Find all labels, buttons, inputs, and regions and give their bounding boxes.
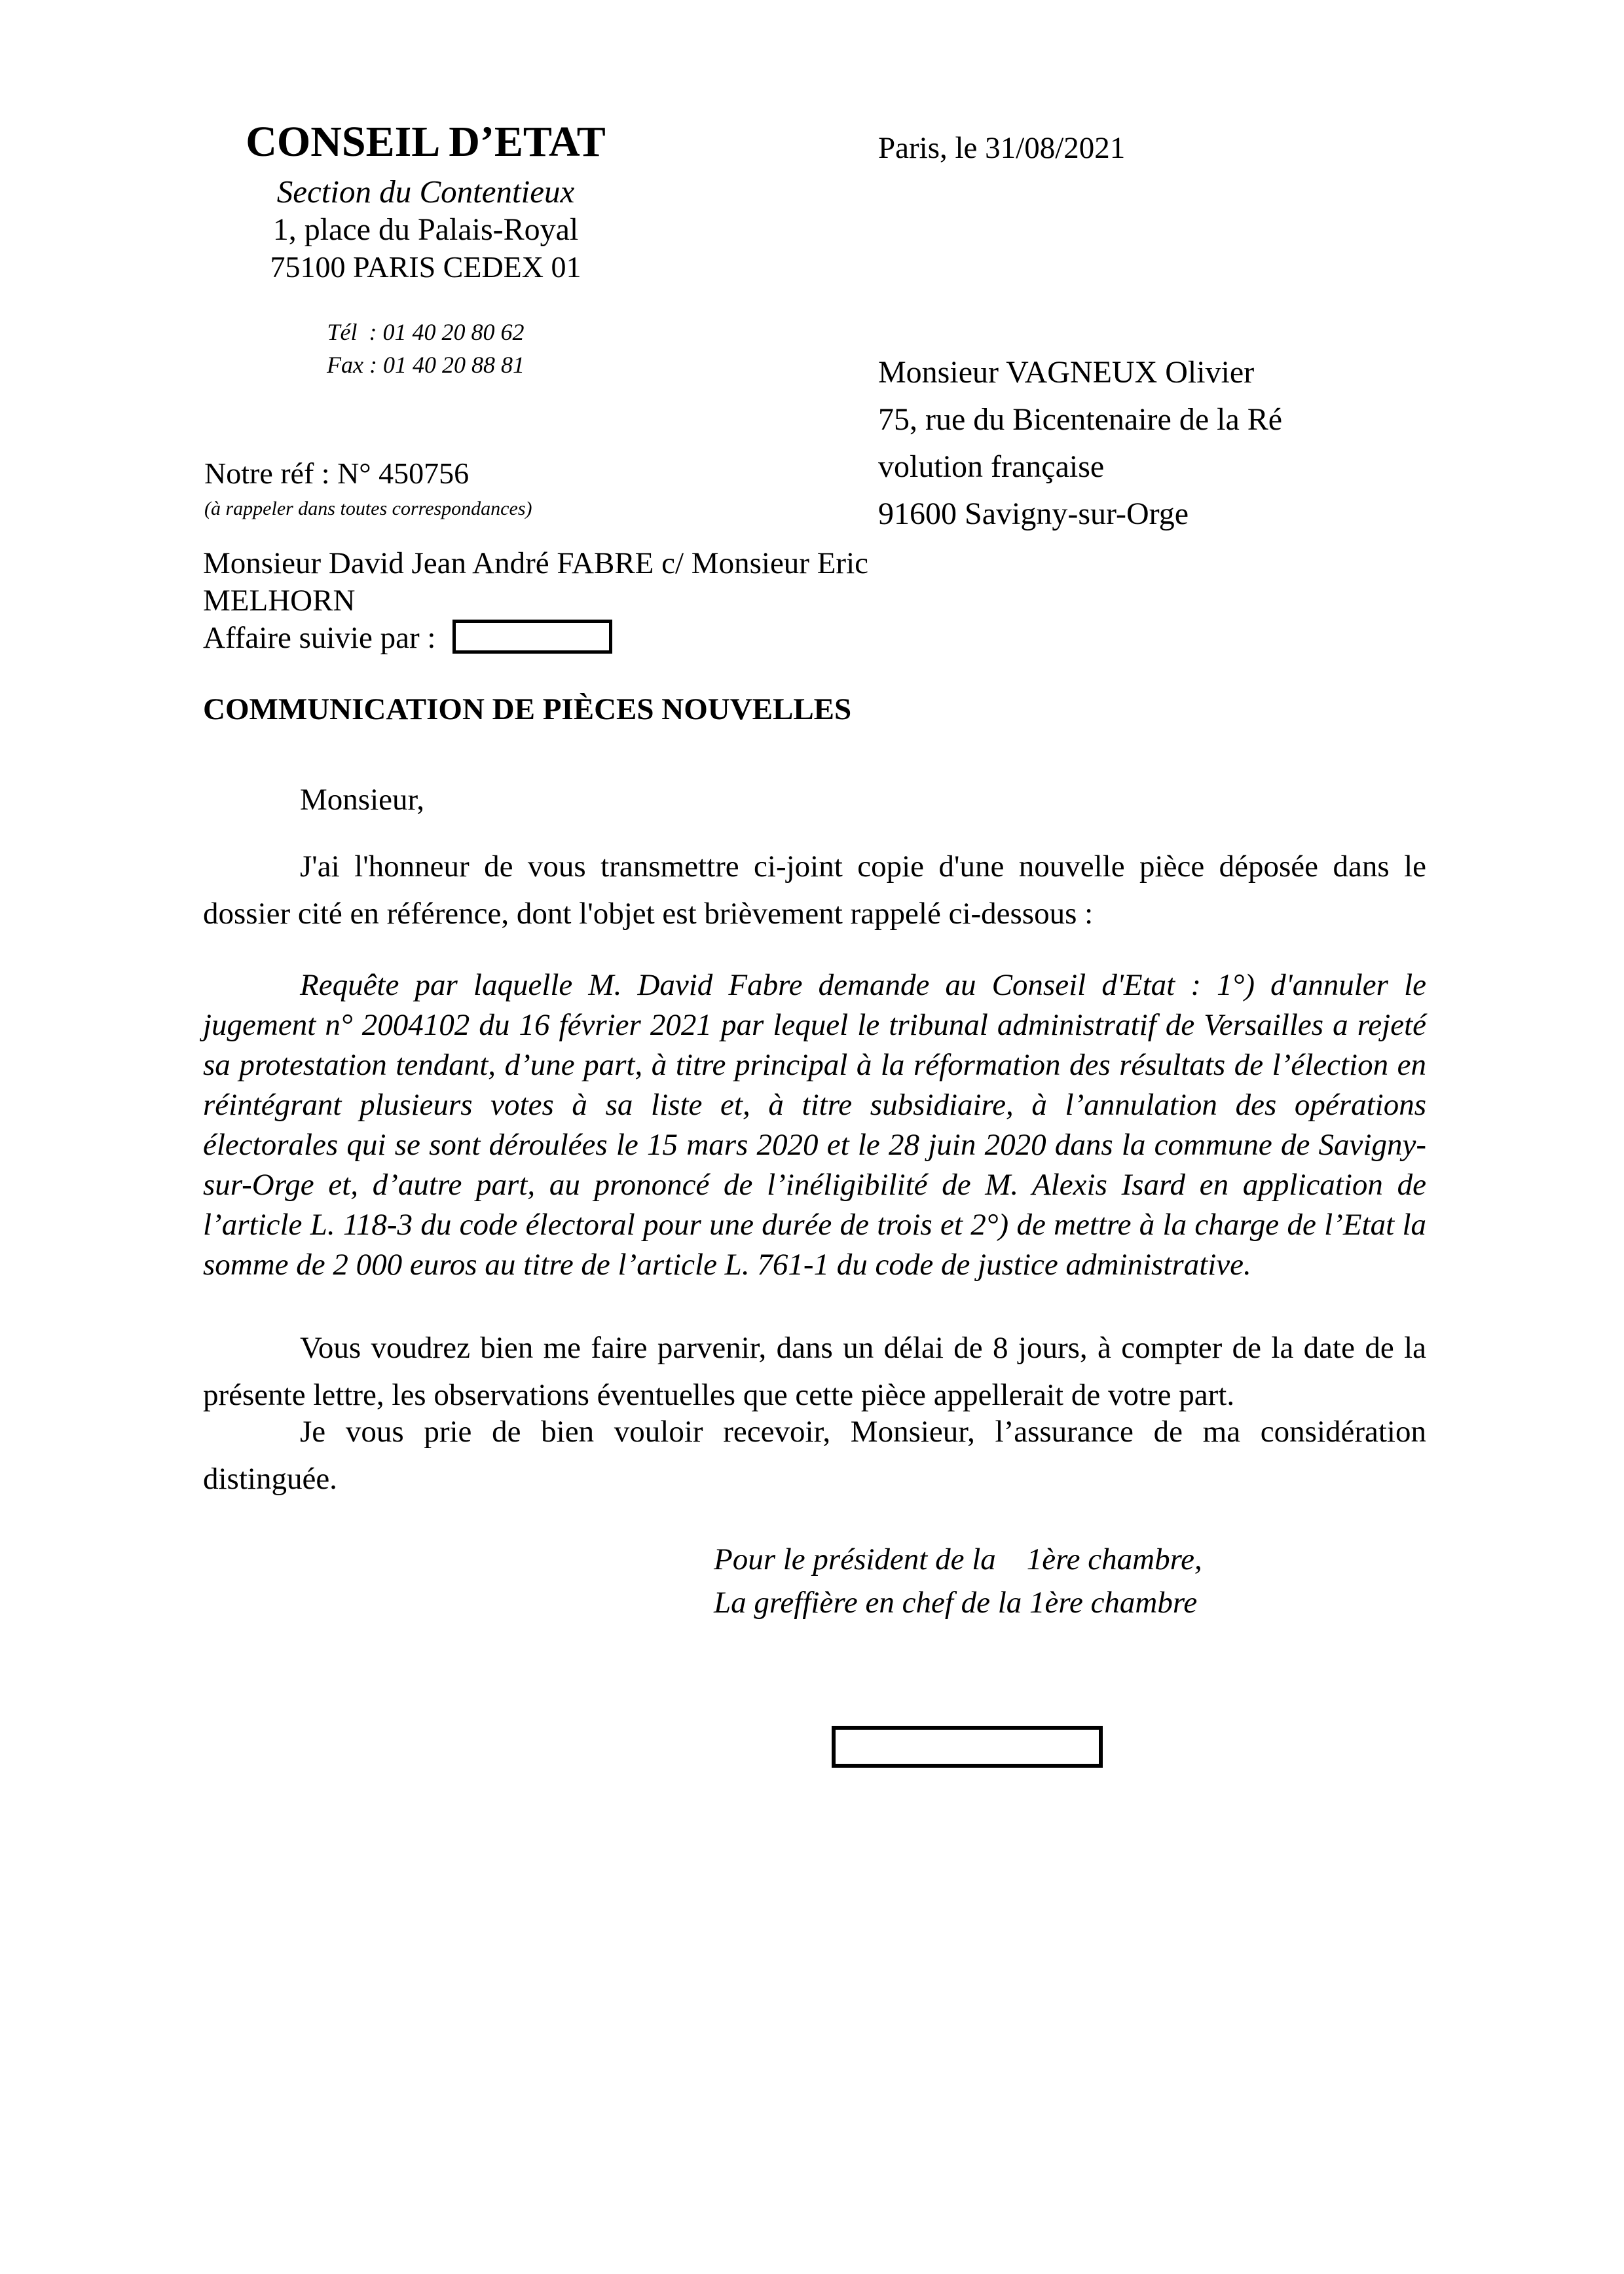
reference-block: [204, 456, 532, 521]
case-parties-line1: Monsieur David Jean André FABRE c/ Monsieur Eric: [203, 546, 868, 580]
recipient-street-line2: volution française: [878, 449, 1105, 484]
signature-title-line1: Pour le président de la 1ère chambre,: [714, 1542, 1202, 1576]
letterhead: [190, 117, 661, 381]
paragraph-closing: Je vous prie de bien vouloir recevoir, Monsieur, l’assurance de ma considération distinguée.: [203, 1415, 1426, 1496]
letterhead-tel: Tél : 01 40 20 80 62: [327, 319, 525, 345]
case-parties-block: [203, 545, 1041, 657]
letterhead-fax: Fax : 01 40 20 88 81: [327, 352, 525, 378]
recipient-address: [878, 349, 1282, 538]
recipient-name: Monsieur VAGNEUX Olivier: [878, 355, 1255, 390]
organization-section: Section du Contentieux: [276, 174, 575, 210]
case-handler-label: Affaire suivie par :: [203, 621, 436, 655]
organization-name: CONSEIL D’ETAT: [246, 118, 606, 166]
date-line: Paris, le 31/08/2021: [878, 131, 1126, 165]
case-parties-line2: MELHORN: [203, 584, 356, 618]
recipient-city: 91600 Savigny-sur-Orge: [878, 496, 1189, 531]
signature-redaction-box: [832, 1726, 1103, 1768]
case-handler-row: [203, 620, 1041, 657]
signature-title-line2: La greffière en chef de la 1ère chambre: [714, 1586, 1198, 1620]
paragraph-intro: J'ai l'honneur de vous transmettre ci-joint copie d'une nouvelle pièce déposée dans le dossier cité en référence, dont l'objet est brièvement rappelé ci-dessous :: [203, 849, 1426, 931]
paragraph-delay-notice: Vous voudrez bien me faire parvenir, dans un délai de 8 jours, à compter de la date de la présente lettre, les observations éventuelles que cette pièce appellerait de votre part.: [203, 1331, 1426, 1412]
recipient-street-line1: 75, rue du Bicentenaire de la Ré: [878, 402, 1283, 437]
salutation: Monsieur,: [300, 783, 425, 817]
reference-note: (à rappeler dans toutes correspondances): [204, 498, 532, 519]
signature-block: [714, 1538, 1202, 1624]
reference-number: Notre réf : N° 450756: [204, 457, 470, 490]
handler-redaction-box: [452, 620, 612, 654]
letterhead-address-line1: 1, place du Palais-Royal: [272, 212, 579, 247]
letterhead-address-line2: 75100 PARIS CEDEX 01: [270, 250, 581, 284]
letterhead-telfax: [190, 316, 661, 381]
subject-line: COMMUNICATION DE PIÈCES NOUVELLES: [203, 692, 852, 726]
paragraph-request-summary: Requête par laquelle M. David Fabre demande au Conseil d'Etat : 1°) d'annuler le jugement n° 2004102 du 16 février 2021 par lequel le tribunal administratif de Versailles a rejeté sa protestation tendant, d’une part, à titre principal à la réformation des résultats de l’élection en réintégrant plusieurs votes à sa liste et, à titre subsidiaire, à l’annulation des opérations électorales qui se sont déroulées le 15 mars 2020 et le 28 juin 2020 dans la commune de Savigny-sur-Orge et, d’autre part, au prononcé de l’inéligibilité de M. Alexis Isard en application de l’article L. 118-3 du code électoral pour une durée de trois et 2°) de mettre à la charge de l’Etat la somme de 2 000 euros au titre de l’article L. 761-1 du code de justice administrative.: [203, 968, 1426, 1282]
